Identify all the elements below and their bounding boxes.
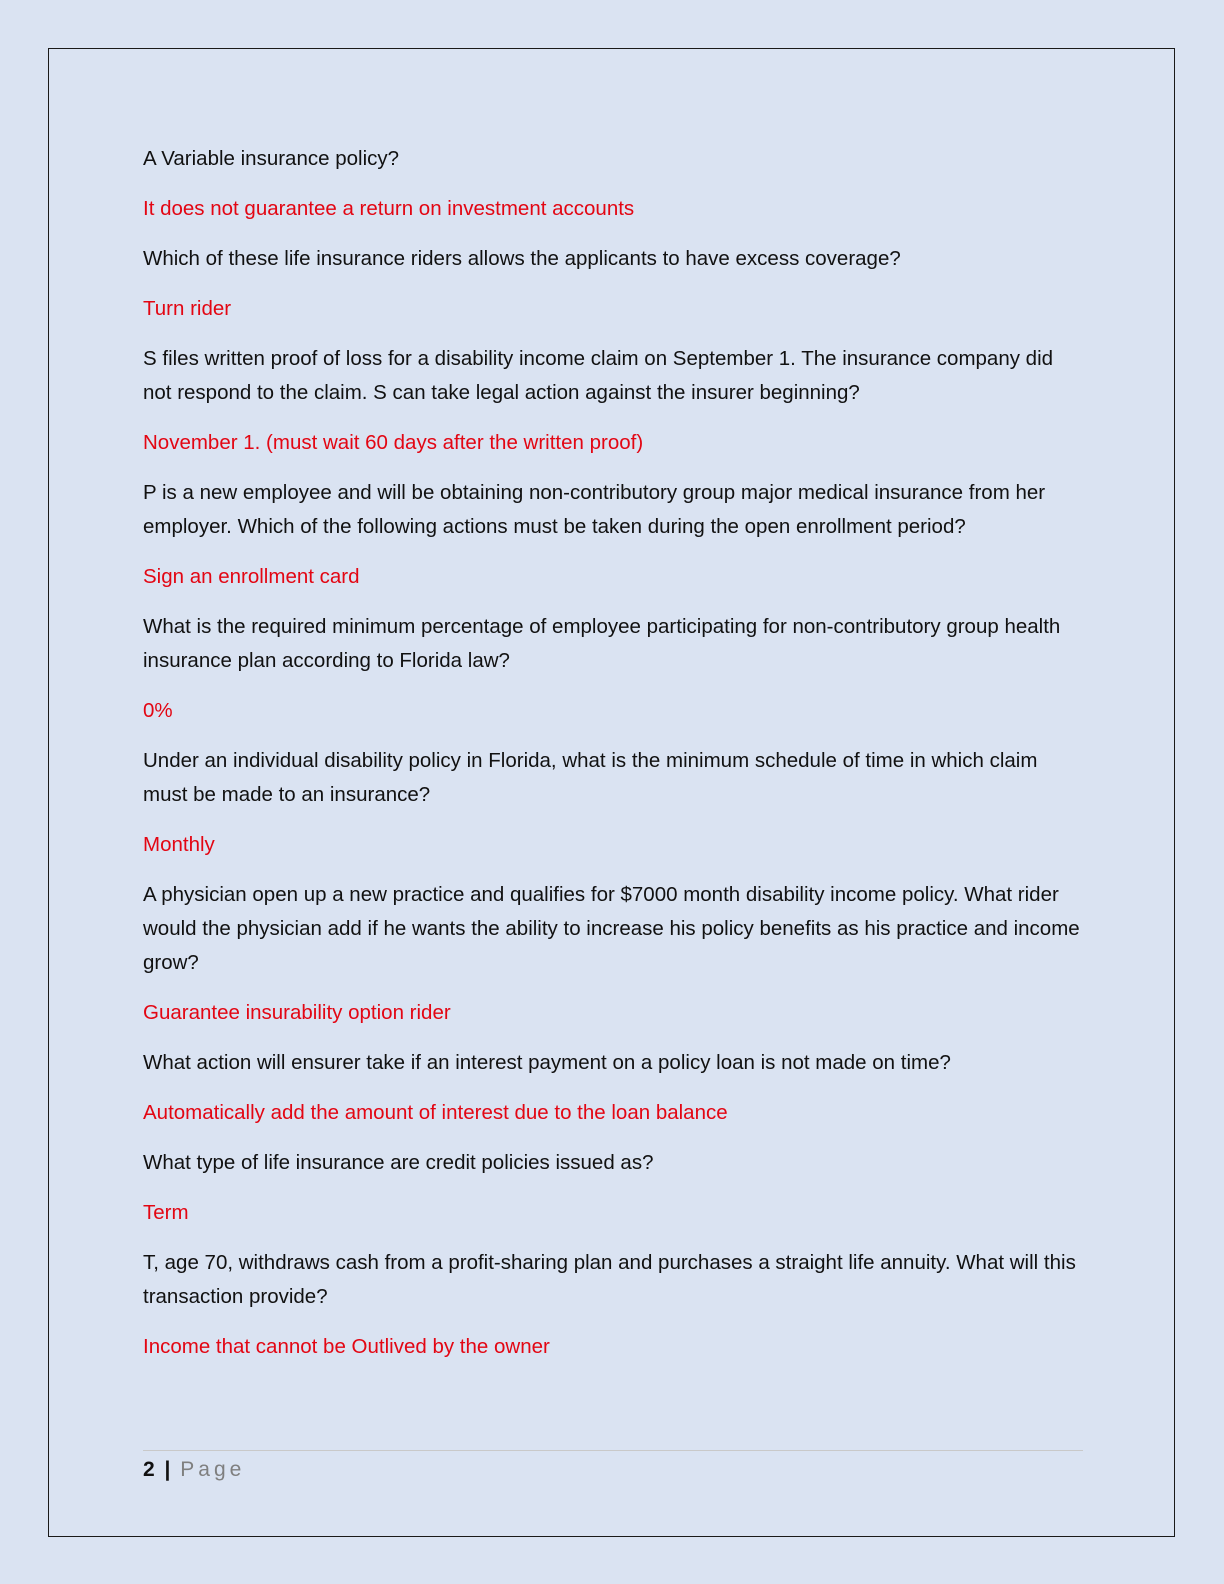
answer-paragraph: Income that cannot be Outlived by the owner	[143, 1335, 550, 1358]
footer-divider	[143, 1450, 1083, 1451]
question-paragraph: What type of life insurance are credit policies issued as?	[143, 1151, 654, 1174]
answer-paragraph: It does not guarantee a return on investment accounts	[143, 197, 635, 220]
page-label: Page	[180, 1458, 246, 1481]
answer-paragraph: Automatically add the amount of interest due to the loan balance	[143, 1101, 728, 1124]
question-paragraph: Under an individual disability policy in Florida, what is the minimum schedule of time in which claim must be made to an insurance?	[143, 749, 1038, 806]
page-footer	[143, 1455, 245, 1485]
question-paragraph: What is the required minimum percentage of employee participating for non-contributory group health insurance plan according to Florida law?	[143, 615, 1061, 672]
answer-paragraph: Guarantee insurability option rider	[143, 1001, 451, 1024]
answer-paragraph: Monthly	[143, 833, 215, 856]
question-paragraph: Which of these life insurance riders allows the applicants to have excess coverage?	[143, 247, 901, 270]
question-paragraph: S files written proof of loss for a disability income claim on September 1. The insurance company did not respond to the claim. S can take legal action against the insurer beginning?	[143, 347, 1054, 404]
answer-paragraph: Sign an enrollment card	[143, 565, 360, 588]
answer-paragraph: Term	[143, 1201, 189, 1224]
question-paragraph: What action will ensurer take if an interest payment on a policy loan is not made on time?	[143, 1051, 951, 1074]
answer-paragraph: Turn rider	[143, 297, 232, 320]
answer-paragraph: 0%	[143, 699, 173, 722]
page-number: 2	[143, 1458, 155, 1481]
footer-separator: |	[164, 1458, 171, 1481]
document-body	[143, 142, 1083, 1380]
question-paragraph: A physician open up a new practice and qualifies for $7000 month disability income policy. What rider would the physician add if he wants the ability to increase his policy benefits as his practice and income grow?	[143, 883, 1080, 974]
question-paragraph: P is a new employee and will be obtaining non-contributory group major medical insurance from her employer. Which of the following actions must be taken during the open enrollment period?	[143, 481, 1046, 538]
question-paragraph: A Variable insurance policy?	[143, 147, 400, 170]
answer-paragraph: November 1. (must wait 60 days after the written proof)	[143, 431, 644, 454]
question-paragraph: T, age 70, withdraws cash from a profit-sharing plan and purchases a straight life annuity. What will this transaction provide?	[143, 1251, 1076, 1308]
